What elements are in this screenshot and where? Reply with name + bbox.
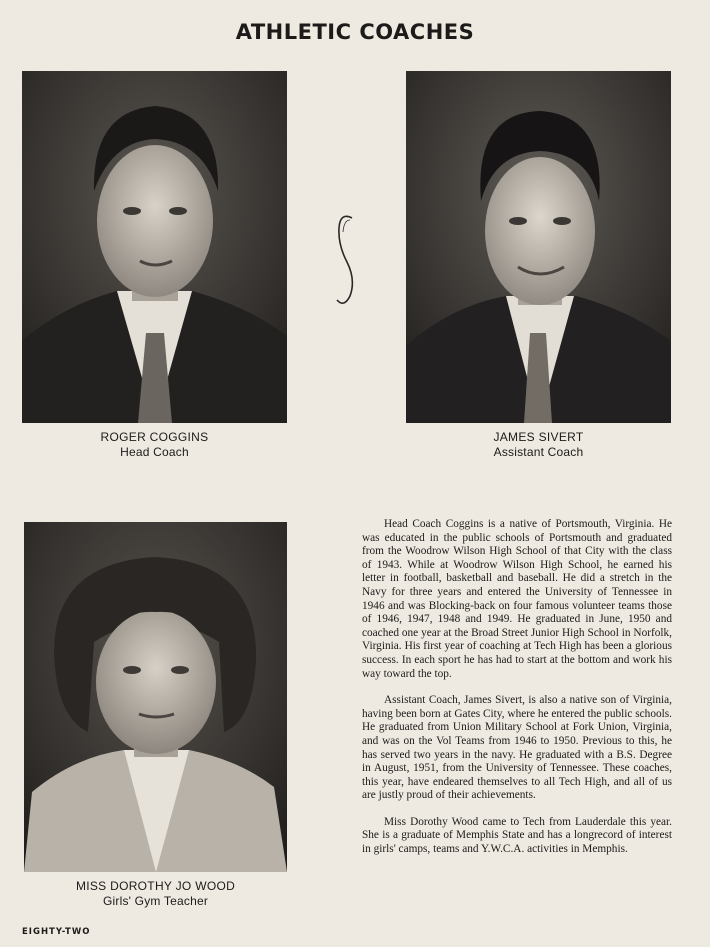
coach-role: Assistant Coach [493, 445, 584, 459]
bio-paragraph-coggins: Head Coach Coggins is a native of Portsmouth, Virginia. He was educated in the public schools of Portsmouth and graduated from the Woodrow Wilson High School of that City with the class of 1943. While at Woodrow Wilson High School, he earned his letter in football, basketball and baseball. He did a stretch in the Navy for three years and entered the University of Tennessee in 1946 and was Blocking-back on four famous volunteer teams those of 1946, 1947, 1948 and 1949. He graduated in June, 1950 and coached one year at the Broad Street Junior High School in Norfolk, Virginia. His first year of coaching at Tech High has been a glorious success. In each sport he has had to start at the bottom and work his way toward the top. [362, 518, 672, 680]
coach-name: MISS DOROTHY JO WOOD [75, 879, 236, 893]
coach-name: JAMES SIVERT [493, 430, 584, 444]
bio-paragraph-wood: Miss Dorothy Wood came to Tech from Lauderdale this year. She is a graduate of Memphis State and has a longrecord of interest in girls' camps, teams and Y.W.C.A. activities in Memphis. [362, 815, 672, 856]
coaches-biography [362, 518, 672, 870]
coach-role: Head Coach [120, 445, 189, 459]
script-s-ornament [330, 210, 360, 310]
portrait-roger-coggins [22, 71, 287, 423]
bio-paragraph-sivert: Assistant Coach, James Sivert, is also a native son of Virginia, having been born at Gates City, where he entered the public schools. He graduated from Union Military School at Fork Union, Virginia, and was on the Vol Teams from 1946 to 1950. Previous to this, he has served two years in the navy. He graduated with a B.S. Degree in August, 1951, from the University of Tennessee. These coaches, this year, have endeared themselves to all Tech High, and all of us are justly proud of their achievements. [362, 694, 672, 802]
portrait-james-sivert [406, 71, 671, 423]
caption-roger-coggins [22, 430, 287, 460]
portrait-image [406, 71, 671, 423]
portrait-image [24, 522, 287, 872]
coach-role: Girls' Gym Teacher [102, 894, 209, 908]
caption-james-sivert [406, 430, 671, 460]
coach-name: ROGER COGGINS [100, 430, 209, 444]
portrait-dorothy-jo-wood [24, 522, 287, 872]
portrait-image [22, 71, 287, 423]
page-number: EIGHTY-TWO [22, 927, 91, 937]
page-title: ATHLETIC COACHES [235, 20, 475, 44]
caption-dorothy-jo-wood [24, 879, 287, 909]
